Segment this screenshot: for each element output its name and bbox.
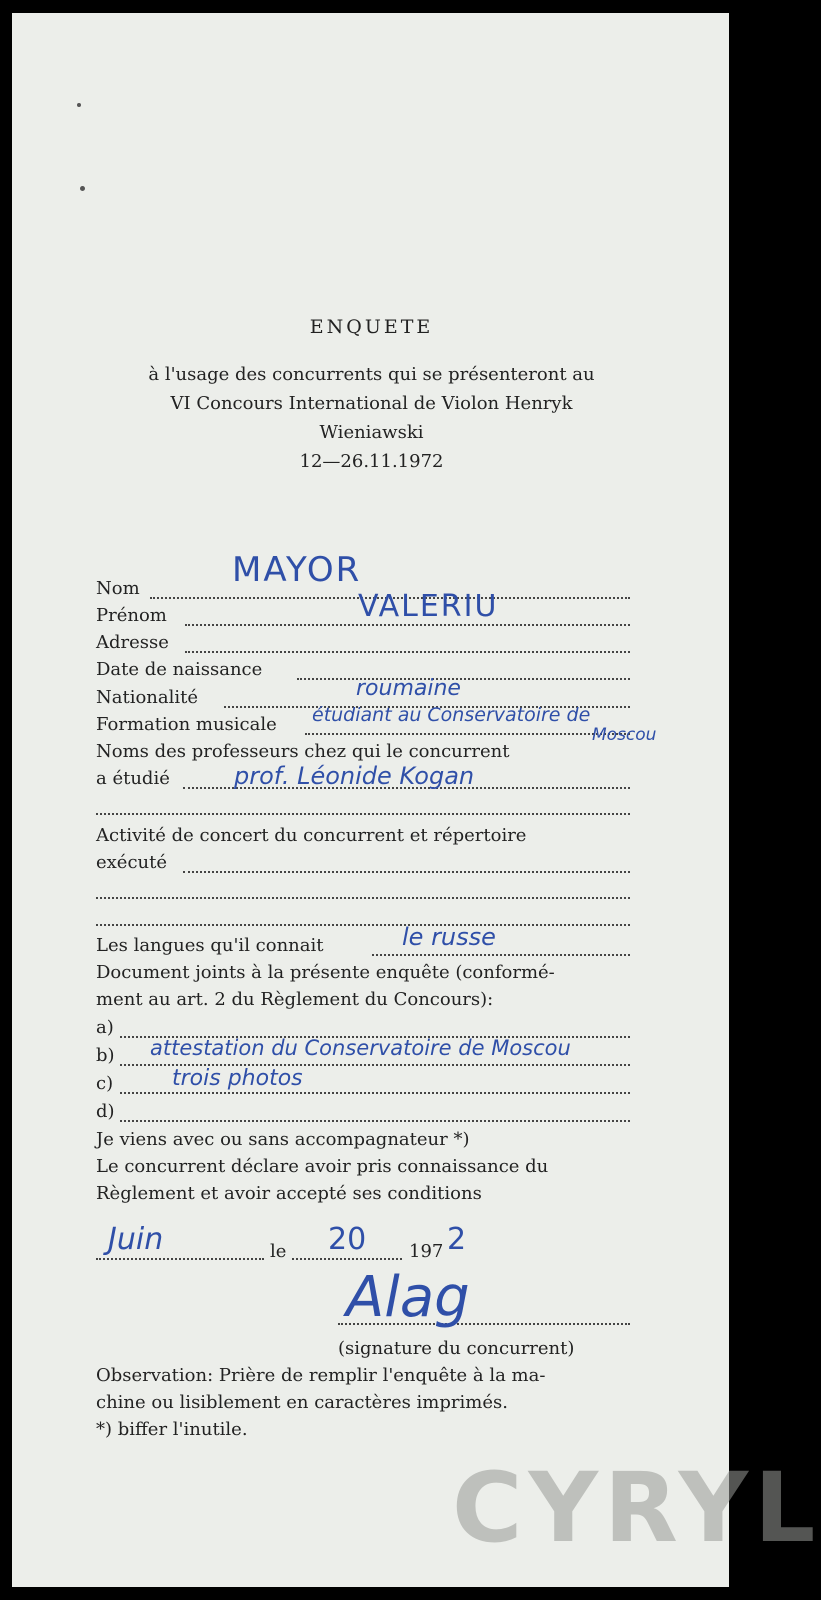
prenom-label: Prénom [96,605,167,626]
prenom-line[interactable] [185,624,630,626]
doc-c-value: trois photos [172,1066,303,1091]
doc-d-line[interactable] [120,1120,630,1122]
activite-line-2[interactable] [96,897,630,899]
documents-label-2: ment au art. 2 du Règlement du Concours): [96,989,494,1010]
observation-line-1: Observation: Prière de remplir l'enquête à la ma- [96,1365,546,1386]
formation-label: Formation musicale [96,714,277,735]
langues-line[interactable] [372,954,630,956]
formation-line[interactable] [305,733,630,735]
signature-handwritten: Alag [346,1265,470,1330]
subtitle-line-2: VI Concours International de Violon Henryk [170,393,573,414]
naissance-label: Date de naissance [96,659,263,680]
observation-line-3: *) biffer l'inutile. [96,1419,248,1440]
professeurs-line-2[interactable] [96,813,630,815]
date-month-value: Juin [108,1222,164,1257]
date-day-value: 20 [328,1222,367,1257]
cyryl-watermark: CYRYL [452,1452,821,1564]
date-le-label: le [270,1241,287,1262]
doc-a-label: a) [96,1017,114,1038]
subtitle-dates: 12—26.11.1972 [299,451,444,472]
doc-c-line[interactable] [120,1092,630,1094]
form-title: ENQUETE [309,316,434,338]
date-month-line[interactable] [96,1258,264,1260]
nom-value: MAYOR [232,550,362,590]
subtitle-line-3: Wieniawski [319,422,424,443]
date-year-prefix: 197 [409,1241,444,1262]
subtitle-line-1: à l'usage des concurrents qui se présenteront au [148,364,595,385]
prenom-value: VALERIU [358,589,499,624]
naissance-line[interactable] [297,678,630,680]
doc-c-label: c) [96,1073,114,1094]
formation-value: étudiant au Conservatoire de [312,704,591,726]
paper-speck [80,186,85,191]
declaration-line-1: Le concurrent déclare avoir pris connaissance du [96,1156,549,1177]
observation-line-2: chine ou lisiblement en caractères imprimés. [96,1392,508,1413]
adresse-label: Adresse [96,632,169,653]
date-day-line[interactable] [292,1258,402,1260]
nationalite-label: Nationalité [96,687,199,708]
doc-d-label: d) [96,1101,115,1122]
nom-label: Nom [96,578,140,599]
formation-value-cont: Moscou [592,725,657,745]
doc-b-value: attestation du Conservatoire de Moscou [150,1036,571,1060]
documents-label-1: Document joints à la présente enquête (conformé- [96,962,555,983]
doc-b-label: b) [96,1045,115,1066]
signature-caption: (signature du concurrent) [338,1338,575,1359]
accompagnateur-text: Je viens avec ou sans accompagnateur *) [96,1129,470,1150]
activite-label-2: exécuté [96,852,168,873]
declaration-line-2: Règlement et avoir accepté ses conditions [96,1183,482,1204]
langues-label: Les langues qu'il connait [96,935,324,956]
activite-line-3[interactable] [96,924,630,926]
professeurs-value: prof. Léonide Kogan [234,762,475,790]
nationalite-value: roumaine [356,676,461,701]
professeurs-label-2: a étudié [96,768,170,789]
activite-line[interactable] [183,871,630,873]
activite-label: Activité de concert du concurrent et répertoire [96,825,527,846]
paper-speck [77,103,81,107]
langues-value: le russe [402,923,496,951]
date-year-value: 2 [447,1222,467,1257]
adresse-line[interactable] [185,651,630,653]
professeurs-label: Noms des professeurs chez qui le concurrent [96,741,510,762]
